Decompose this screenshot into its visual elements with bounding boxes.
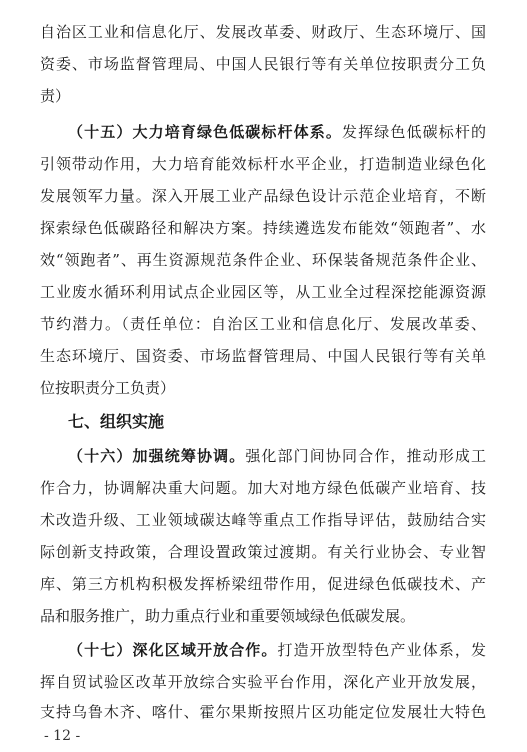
body-text-line: 效“领跑者”、再生资源规范条件企业、环保装备规范条件企业、 <box>40 251 486 269</box>
paragraph-first-line <box>68 636 486 664</box>
body-text-line: 支持乌鲁木齐、喀什、霍尔果斯按照片区功能定位发展壮大特色 <box>40 703 486 721</box>
body-text-line: 位按职责分工负责） <box>40 379 176 397</box>
paragraph-text: 发挥绿色低碳标杆的 <box>342 123 486 141</box>
body-text-line: 品和服务推广，助力重点行业和重要领域绿色低碳发展。 <box>40 607 416 625</box>
section-heading: 七、组织实施 <box>68 412 165 431</box>
body-text-line: 责） <box>40 87 71 105</box>
paragraph-text: 打造开放型特色产业体系，发 <box>277 641 486 659</box>
body-text-line: 术改造升级、工业领域碳达峰等重点工作指导评估，鼓励结合实 <box>40 511 486 529</box>
body-text-line: 生态环境厅、国资委、市场监督管理局、中国人民银行等有关单 <box>40 347 486 365</box>
body-text-line: 际创新支持政策，合理设置政策过渡期。有关行业协会、专业智 <box>40 543 486 561</box>
body-text-line: 探索绿色低碳路径和解决方案。持续遴选发布能效“领跑者”、水 <box>40 219 486 237</box>
body-text-line: 自治区工业和信息化厅、发展改革委、财政厅、生态环境厅、国 <box>40 23 486 41</box>
paragraph-title: （十七）深化区域开放合作。 <box>68 641 278 659</box>
paragraph-text: 强化部门间协同合作，推动形成工 <box>245 447 486 465</box>
paragraph-first-line <box>68 118 486 146</box>
page-number: - 12 - <box>44 728 81 744</box>
body-text-line: 作合力，协调解决重大问题。加大对地方绿色低碳产业培育、技 <box>40 479 486 497</box>
body-text-line: 库、第三方机构积极发挥桥梁纽带作用，促进绿色低碳技术、产 <box>40 575 486 593</box>
body-text-line: 节约潜力。（责任单位：自治区工业和信息化厅、发展改革委、 <box>40 315 486 333</box>
body-text-line: 引领带动作用，大力培育能效标杆水平企业，打造制造业绿色化 <box>40 155 486 173</box>
body-text-line: 资委、市场监督管理局、中国人民银行等有关单位按职责分工负 <box>40 55 486 73</box>
body-text-line: 发展领军力量。深入开展工业产品绿色设计示范企业培育，不断 <box>40 187 486 205</box>
body-text-line: 工业废水循环利用试点企业园区等，从工业全过程深挖能源资源 <box>40 283 486 301</box>
paragraph-title: （十五）大力培育绿色低碳标杆体系。 <box>68 123 343 141</box>
body-text-line: 挥自贸试验区改革开放综合实验平台作用，深化产业开放发展， <box>40 673 486 691</box>
paragraph-title: （十六）加强统筹协调。 <box>68 447 246 465</box>
paragraph-first-line <box>68 442 486 470</box>
